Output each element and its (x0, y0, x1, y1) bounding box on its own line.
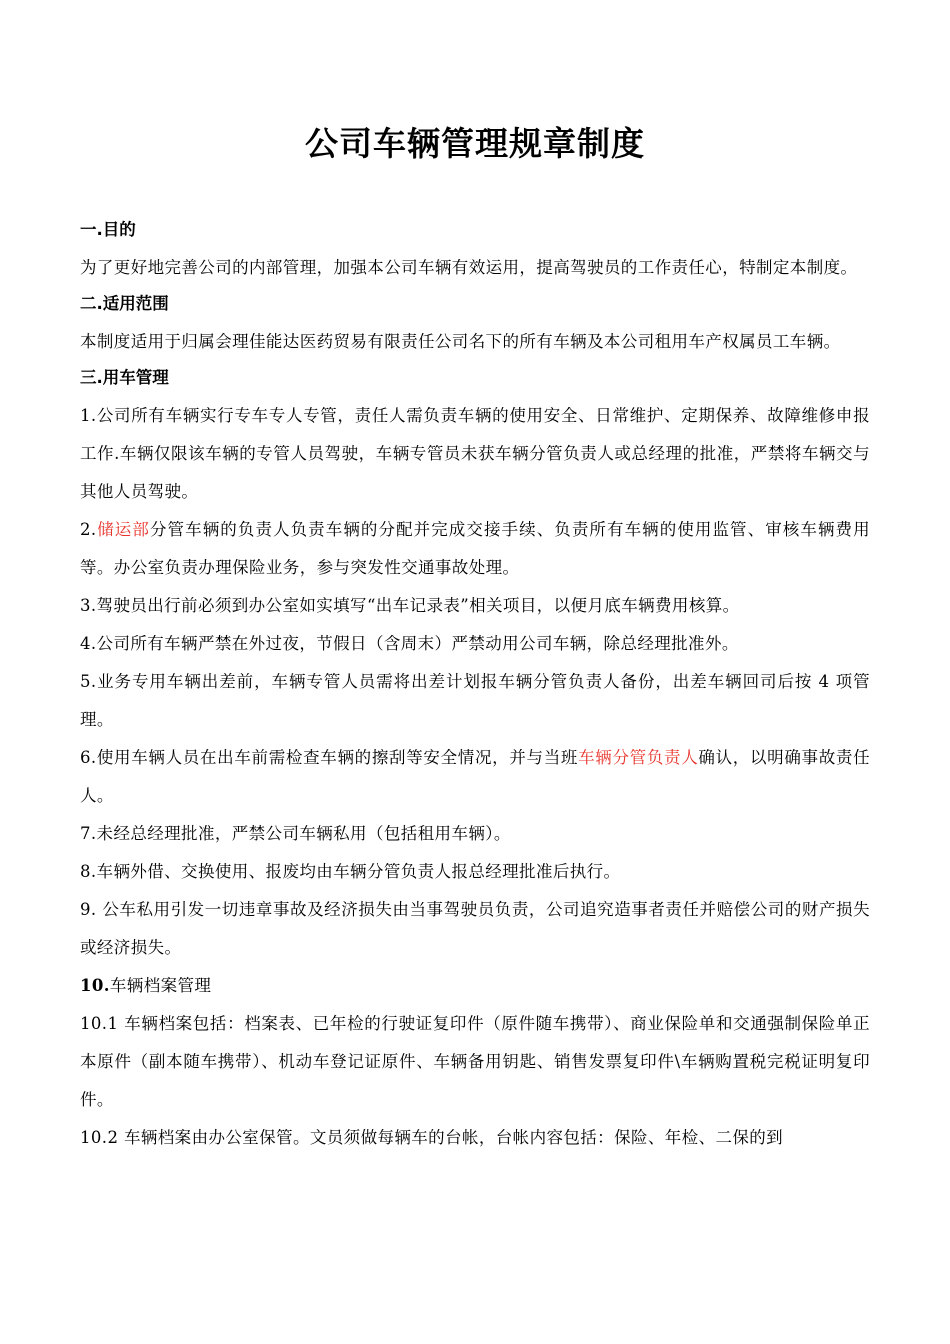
section-heading-scope: 二.适用范围 (80, 294, 169, 313)
usage-item-10-heading (80, 967, 870, 1005)
purpose-paragraph: 为了更好地完善公司的内部管理，加强本公司车辆有效运用，提高驾驶员的工作责任心，特制定本制度。 (80, 258, 858, 277)
usage-item-3: 3.驾驶员出行前必须到办公室如实填写“出车记录表”相关项目，以便月底车辆费用核算。 (80, 596, 740, 615)
usage-item-7: 7.未经总经理批准，严禁公司车辆私用（包括租用车辆）。 (80, 824, 511, 843)
section-heading-purpose: 一.目的 (80, 220, 136, 239)
usage-item-8: 8.车辆外借、交换使用、报废均由车辆分管负责人报总经理批准后执行。 (80, 862, 621, 881)
usage-item-10-1: 10.1 车辆档案包括：档案表、已年检的行驶证复印件（原件随车携带）、商业保险单和交通强制保险单正本原件（副本随车携带）、机动车登记证原件、车辆备用钥匙、销售发票复印件\车辆购置税完税证明复印件。 (80, 1014, 870, 1109)
usage-item-10-number: 10. (80, 976, 110, 995)
usage-item-2-highlight: 储运部 (96, 520, 150, 539)
usage-item-4: 4.公司所有车辆严禁在外过夜，节假日（含周末）严禁动用公司车辆，除总经理批准外。 (80, 634, 739, 653)
usage-item-2-text: 分管车辆的负责人负责车辆的分配并完成交接手续、负责所有车辆的使用监管、审核车辆费用等。办公室负责办理保险业务，参与突发性交通事故处理。 (80, 520, 870, 577)
scope-paragraph: 本制度适用于归属会理佳能达医药贸易有限责任公司名下的所有车辆及本公司租用车产权属员工车辆。 (80, 332, 841, 351)
section-heading-usage: 三.用车管理 (80, 368, 169, 387)
usage-item-2 (80, 511, 870, 587)
usage-item-6-text-start: 6.使用车辆人员在出车前需检查车辆的擦刮等安全情况，并与当班 (80, 748, 579, 767)
usage-item-6-text-end: 确认，以明确事故责任人。 (80, 748, 870, 805)
document-title: 公司车辆管理规章制度 (305, 124, 645, 163)
usage-item-10-2: 10.2 车辆档案由办公室保管。文员须做每辆车的台帐，台帐内容包括：保险、年检、二保的到 (80, 1128, 784, 1147)
usage-item-1: 1.公司所有车辆实行专车专人专管，责任人需负责车辆的使用安全、日常维护、定期保养、故障维修申报工作.车辆仅限该车辆的专管人员驾驶，车辆专管员未获车辆分管负责人或总经理的批准，严禁将车辆交与其他人员驾驶。 (80, 406, 870, 501)
usage-item-6-highlight: 车辆分管负责人 (578, 748, 699, 767)
document-body (80, 215, 870, 1157)
usage-item-5: 5.业务专用车辆出差前，车辆专管人员需将出差计划报车辆分管负责人备份，出差车辆回司后按 4 项管理。 (80, 672, 870, 729)
usage-item-10-title: 车辆档案管理 (109, 976, 212, 995)
usage-item-2-number: 2. (80, 520, 97, 539)
usage-item-9: 9. 公车私用引发一切违章事故及经济损失由当事驾驶员负责，公司追究造事者责任并赔偿公司的财产损失或经济损失。 (80, 900, 870, 957)
usage-item-6 (80, 739, 870, 815)
